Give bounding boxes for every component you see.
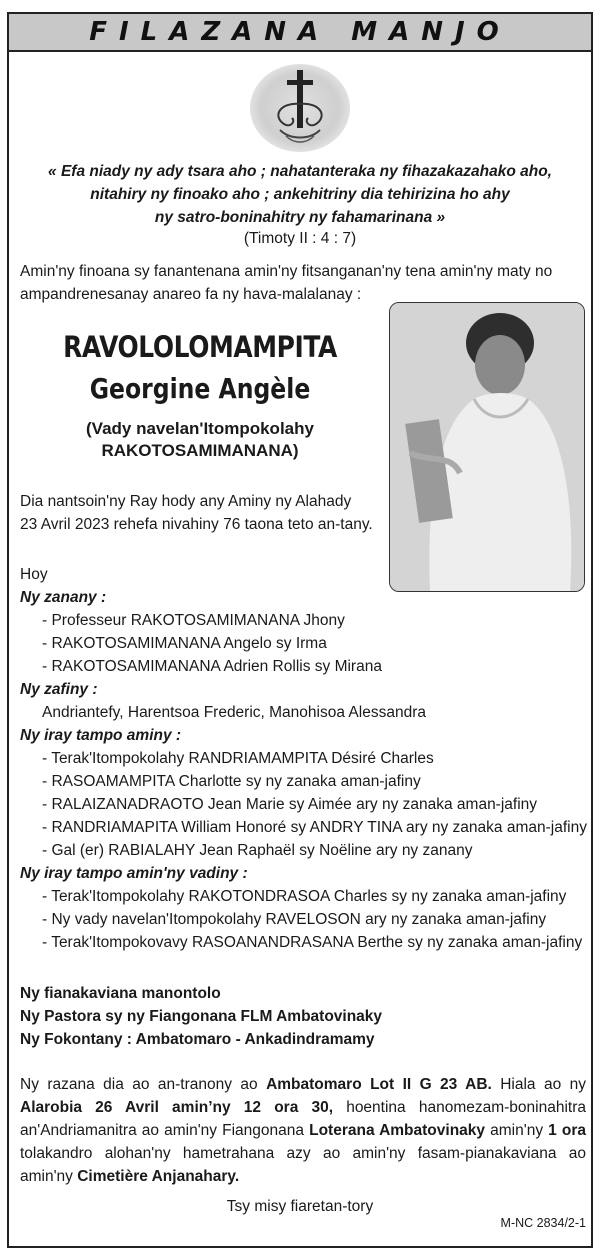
funeral-time: 1 ora [548,1122,586,1139]
deceased-given-names: Georgine Angèle [89,372,311,405]
children-heading: Ny zanany : [20,589,107,606]
mourner-line: Ny Fokontany : Ambatomaro - Ankadindramamy [20,1031,375,1048]
list-item: - Terak'Itompokolahy RAKOTONDRASOA Charles sy ny zanaka aman-jafiny [42,888,567,905]
hoy-label: Hoy [20,566,48,583]
funeral-text: hoentina hanomezam-boninahitra an'Andriamanitra ao amin'ny Fiangonana [20,1099,586,1139]
funeral-date: Alarobia 26 Avril amin’ny 12 ora 30, [20,1099,334,1116]
funeral-text: Ny razana dia ao an-tranony ao [20,1076,267,1093]
bible-quote [20,160,580,229]
list-item: - Professeur RAKOTOSAMIMANANA Jhony [42,612,345,629]
quote-line: « Efa niady ny ady tsara aho ; nahatanteraka ny fihazakazahako aho, [48,163,552,180]
death-notice [20,490,390,536]
list-item: - Gal (er) RABIALAHY Jean Raphaël sy Noëline ary ny zanany [42,842,473,859]
portrait-photo [389,302,585,592]
inlaws-heading: Ny iray tampo amin'ny vadiny : [20,865,248,882]
intro-text: Amin'ny finoana sy fanantenana amin'ny fitsanganan'ny tena amin'ny maty no ampandrenesanay anareo fa ny hava-malalanay : [20,263,553,303]
list-item: Andriantefy, Harentsoa Frederic, Manohisoa Alessandra [42,704,426,721]
funeral-text: amin'ny [485,1122,549,1139]
cross-icon [250,64,350,152]
death-line: Dia nantsoin'ny Ray hody any Aminy ny Alahady [20,493,352,510]
quote-line: nitahiry ny finoako aho ; ankehitriny dia tehirizina ho ahy [90,186,510,203]
quote-line: ny satro-boninahitry ny fahamarinana » [154,209,446,226]
spouse-note [20,418,380,462]
quote-reference: (Timoty II : 4 : 7) [243,230,357,247]
list-item: - RANDRIAMAPITA William Honoré sy ANDRY TINA ary ny zanaka aman-jafiny [42,819,587,836]
funeral-cemetery: Cimetière Anjanahary. [77,1168,240,1185]
list-item: - Ny vady navelan'Itompokolahy RAVELOSON ary ny zanaka aman-jafiny [42,911,547,928]
siblings-heading: Ny iray tampo aminy : [20,727,182,744]
funeral-address: Ambatomaro Lot II G 23 AB. [266,1076,492,1093]
other-mourners [20,982,590,1051]
list-item: - RALAIZANADRAOTO Jean Marie sy Aimée ary ny zanaka aman-jafiny [42,796,538,813]
funeral-text: Hiala ao ny [491,1076,586,1093]
funeral-church: Loterana Ambatovinaky [309,1122,486,1139]
deceased-surname: RAVOLOLOMAMPITA [63,330,337,364]
funeral-details [20,1073,586,1188]
reference-code: M-NC 2834/2-1 [500,1216,586,1230]
mourner-line: Ny fianakaviana manontolo [20,985,221,1002]
mourner-line: Ny Pastora sy ny Fiangonana FLM Ambatovinaky [20,1008,383,1025]
funeral-text: tolakandro alohan'ny hametrahana azy ao amin'ny fasam-pianakaviana ao amin'ny [20,1145,586,1185]
notice-title: FILAZANA MANJO [89,17,511,47]
grandchildren-heading: Ny zafiny : [20,681,98,698]
list-item: - RASOAMAMPITA Charlotte sy ny zanaka aman-jafiny [42,773,421,790]
spouse-line: RAKOTOSAMIMANANA) [101,441,299,460]
list-item: - RAKOTOSAMIMANANA Angelo sy Irma [42,635,327,652]
notice-header [7,12,593,50]
death-line: 23 Avril 2023 rehefa nivahiny 76 taona teto an-tany. [20,516,373,533]
spouse-line: (Vady navelan'Itompokolahy [86,419,314,438]
list-item: - Terak'Itompokolahy RANDRIAMAMPITA Désiré Charles [42,750,434,767]
list-item: - RAKOTOSAMIMANANA Adrien Rollis sy Mirana [42,658,382,675]
family-list [20,563,590,954]
list-item: - Terak'Itompokovavy RASOANANDRASANA Berthe sy ny zanaka aman-jafiny [42,934,583,951]
closing-note: Tsy misy fiaretan-tory [226,1198,374,1215]
